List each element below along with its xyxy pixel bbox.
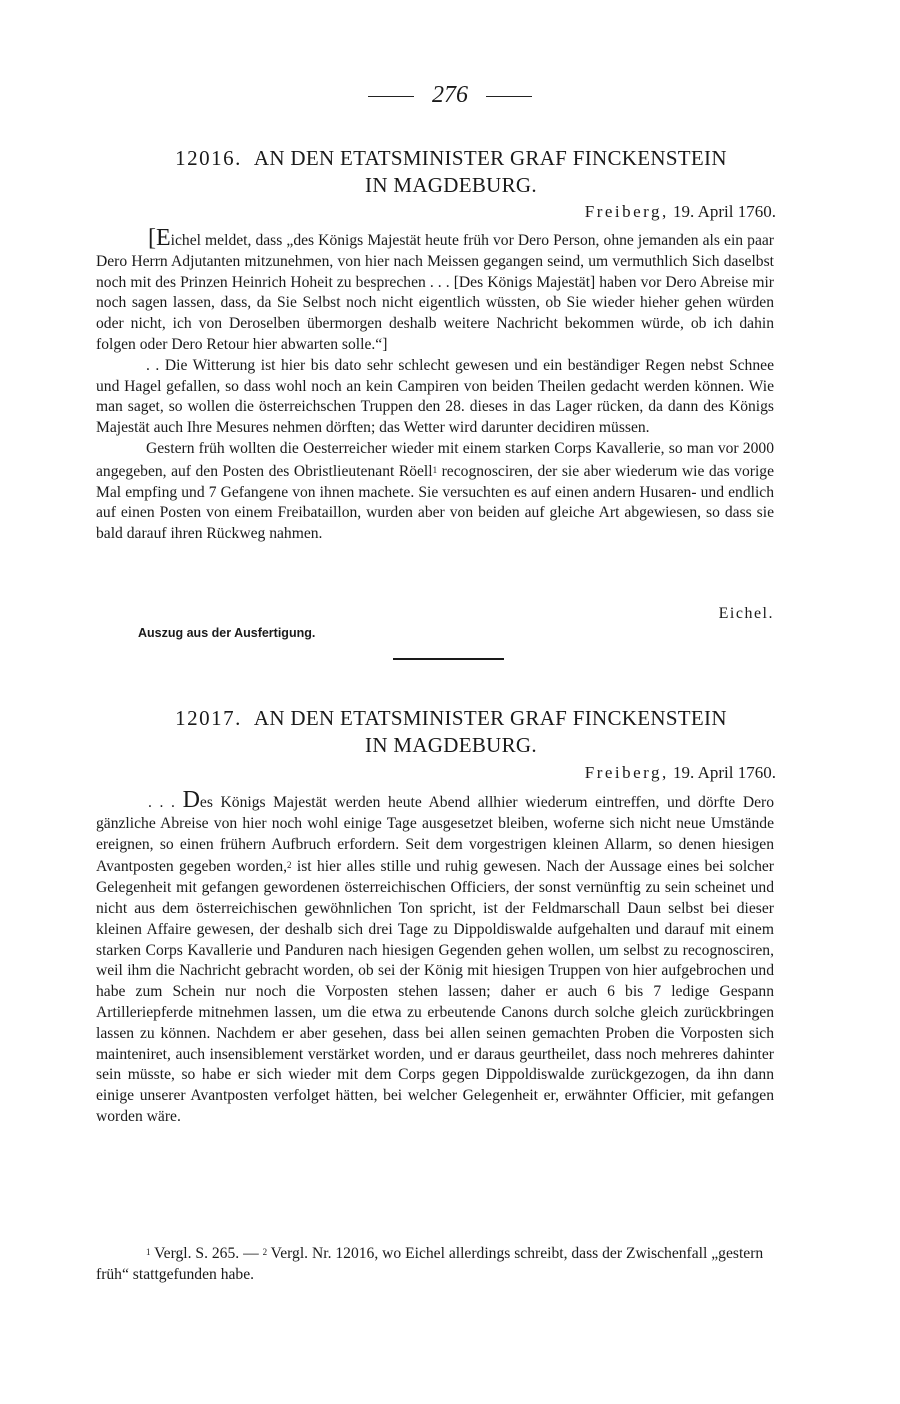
- letter-12016-date: 19. April 1760.: [673, 202, 776, 221]
- letter-12017-date: 19. April 1760.: [673, 763, 776, 782]
- letter-12017-recipient: AN DEN ETATSMINISTER GRAF FINCKENSTEIN: [253, 706, 727, 730]
- letter-12017-heading: [96, 705, 806, 759]
- letter-12017-date-city: Freiberg,: [584, 763, 669, 782]
- page-number-text: 276: [432, 82, 468, 108]
- letter-12017-paragraph-1: [96, 787, 775, 1128]
- letter-12016-dateline: [585, 202, 776, 222]
- letter-12017-body: [96, 787, 775, 1128]
- footnote-1-mark: 1: [146, 1247, 151, 1257]
- letter-12016-recipient: AN DEN ETATSMINISTER GRAF FINCKENSTEIN: [253, 146, 727, 170]
- letter-12016-date-city: Freiberg,: [584, 202, 669, 221]
- section-separator: [393, 658, 504, 660]
- footnote-ref-1: 1: [432, 464, 438, 475]
- letter-12016-body: [96, 225, 774, 545]
- letter-12016-heading-line2: IN MAGDEBURG.: [365, 173, 537, 197]
- letter-12016-paragraph-3-text-b: recognosciren, der sie aber wiederum wie das vorige Mal empfing und 7 Gefangene von ihnen machete. Sie versuchten es auf einen andern Husaren- und endlich auf einen Posten von einem Freibataillon, wurden aber von beiden auf gleiche Art abgewiesen, so dass sie bald darauf ihren Rückweg nahmen.: [96, 462, 774, 543]
- letter-12017-dateline: [585, 763, 776, 783]
- letter-12016-heading-line1: [96, 145, 806, 172]
- letter-12017-lead: . . .: [148, 794, 183, 811]
- letter-12016-initial: E: [156, 225, 171, 251]
- footnote-ref-2: 2: [287, 860, 292, 871]
- footnote-2-mark: 2: [262, 1247, 268, 1257]
- letter-12016-signature: Eichel.: [718, 605, 774, 622]
- letter-12016-paragraph-1: [96, 225, 774, 356]
- letter-12017-initial: D: [182, 787, 200, 813]
- letter-12016-source-note: Auszug aus der Ausfertigung.: [138, 626, 316, 640]
- footnote-2-text: Vergl. Nr. 12016, wo Eichel allerdings schreibt, dass der Zwischenfall „gestern früh“ stattgefunden habe.: [96, 1245, 764, 1283]
- letter-12016-paragraph-1-text: ichel meldet, dass „des Königs Majestät heute früh vor Dero Person, ohne jemanden als ein paar Dero Herrn Adjutanten mitzunehmen, von hier nach Meissen gegangen seind, um vermuthlich Sich daselbst noch mit des Prinzen Heinrich Hoheit zu besprechen . . . [Des Königs Majestät] haben vor Dero Abreise mir noch sagen lassen, dass, da Sie Selbst noch nicht eigentlich wüssten, ob Sie wieder hieher gehen würden oder nicht, ich von Deroselben übermorgen deshalb weitere Nachricht bekommen würde, ob ich dahin folgen oder Dero Retour hier abwarten solle.“]: [96, 232, 774, 353]
- footnotes: [96, 1242, 776, 1285]
- letter-12016-paragraph-2: . . Die Witterung ist hier bis dato sehr schlecht gewesen und ein beständiger Regen nebst Schnee und Hagel gefallen, so dass wohl noch an kein Campiren von beiden Theilen gedacht werden können. Wie man saget, so wollen die österreichschen Truppen den 28. dieses in das Lager rücken, da dann des Königs Majestät auch Ihre Mesures nehmen dörften; das Wetter wird darunter decidiren müssen.: [96, 356, 774, 437]
- page-number-dash-left: [368, 96, 414, 97]
- footnote-block: [96, 1242, 776, 1285]
- footnote-1-text: Vergl. S. 265. —: [150, 1245, 263, 1262]
- letter-12017-paragraph-1-text-b: ist hier alles stille und ruhig gewesen. Nach der Aussage eines bei solcher Gelegenheit mit gefangen gewordenen österreichischen Officiers, der sonst vernünftig zu sein scheinet und nicht aus dem österreichischen gewöhnlichen Ton spricht, ist der Feldmarschall Daun selbst bei dieser kleinen Affaire gewesen, der deshalb sich drei Tage zu Dippoldiswalde aufgehalten und darauf mit einem starken Corps Kavallerie und Panduren nach hiesigen Gegenden gehen wollen, um selbst zu recognosciren, weil ihm die Nachricht gebracht worden, ob sei der König mit hiesigen Truppen von hier aufgebrochen und habe zum Schein nur noch die Vorposten stehen lassen; daher er auch 6 bis 7 ledige Gespann Artilleriepferde mitnehmen lassen, um die etwa zu erbeutende Canons durch solche gleich zurückbringen lassen zu können. Nachdem er aber gesehen, dass bei allen seinen gemachten Proben die Vorposten sich mainteniret, auch insensiblement verstärket worden, und er daraus geurtheilet, dass noch mehreres dahinter sein müsste, so habe er sich wieder mit dem Corps gegen Dippoldiswalde zurückgezogen, da ihn dann einige unserer Avantposten verfolget hätten, bei welcher Gelegenheit er, erwähnter Officier, mit gefangen worden wäre.: [96, 858, 775, 1125]
- page-number-dash-right: [486, 96, 532, 97]
- letter-12017-heading-line1: [96, 705, 806, 732]
- letter-12016-paragraph-3: [96, 439, 774, 545]
- letter-12016-paragraph-3-text-a: Gestern früh wollten die Oesterreicher wieder mit einem starken Corps Kavallerie, so man vor 2000 angegeben, auf den Posten des Obristlieutenant Röell: [96, 439, 774, 480]
- letter-12016-heading: [96, 145, 806, 199]
- letter-12017-heading-line2: IN MAGDEBURG.: [365, 733, 537, 757]
- letter-12017-paragraph-1-text-a: es Königs Majestät werden heute Abend allhier wiederum eintreffen, und dörfte Dero gänzliche Abreise von hier noch wohl einige Tage ausgesetzet bleiben, woferne sich nicht neue Umstände ereignen, so einen frühern Aufbruch erfordern. Seit dem vorgestrigen kleinen Allarm, so denen hiesigen Avantposten gegeben worden,: [96, 794, 775, 876]
- page-number: [0, 82, 900, 109]
- letter-12016-number: 12016.: [175, 146, 242, 170]
- letter-12016-bracket: [: [148, 225, 156, 251]
- letter-12017-number: 12017.: [175, 706, 242, 730]
